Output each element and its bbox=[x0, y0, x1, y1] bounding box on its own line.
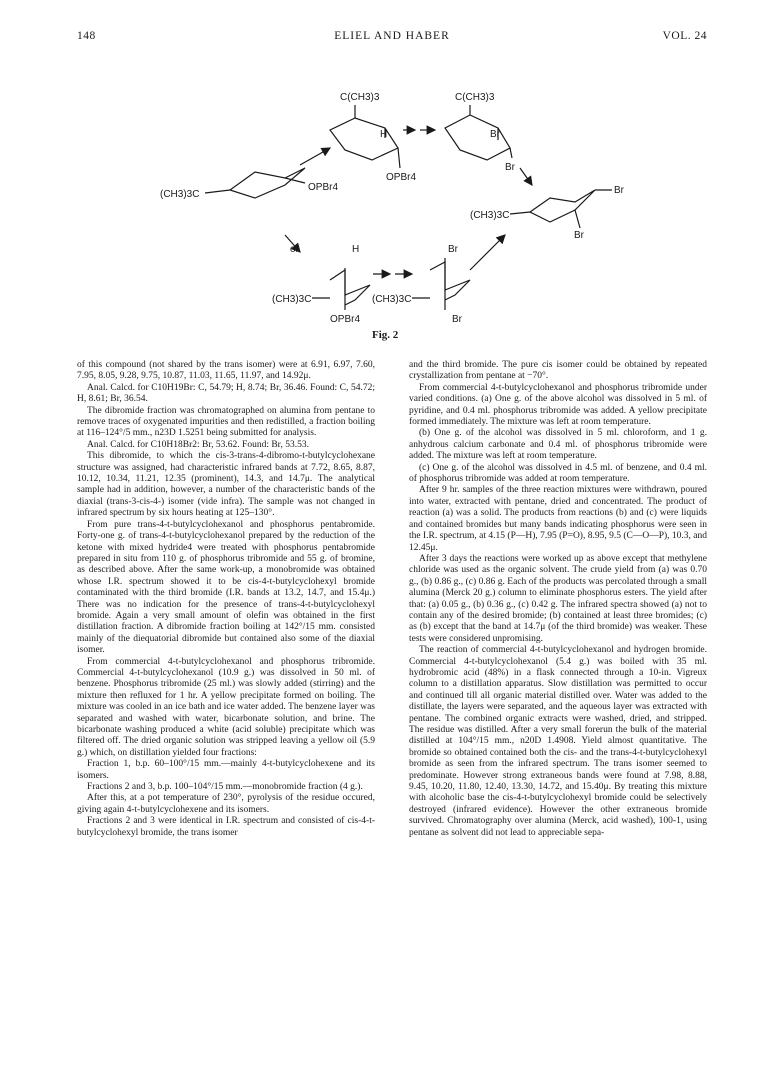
label-tbu-top-right: C(CH3)3 bbox=[455, 92, 495, 103]
paragraph: Anal. Calcd. for C10H19Br: C, 54.79; H, 8.74; Br, 36.46. Found: C, 54.72; H, 8.61; Br, 36.54. bbox=[77, 382, 375, 405]
right-column bbox=[409, 360, 707, 839]
paragraph: The reaction of commercial 4-t-butylcyclohexanol and hydrogen bromide. Commercial 4-t-butylcyclohexanol (5.4 g.) was boiled with 35 ml. hydrobromic acid (48%) in a flask connected through a 10-in. Vigreux column to a distillation apparatus. Slow distillation was permitted to occur and continued till all organic material distilled over. Water was added to the distillate, the layers were separated, and the aqueous layer was extracted with pentane. The combined organic extracts were washed, dried, and stripped. The residue was distilled. After a very small forerun the bulk of the material distilled at 104°/15 mm., n20D 1.4908. Yield almost quantitative. The bromide so obtained contained both the cis- and the trans-4-t-butylcyclohexyl bromide as seen from the infrared spectrum. The trans isomer seemed to predominate. However strong extraneous bands were found at 7.98, 8.88, 9.45, 10.20, 11.80, 12.40, 13.30, 14.72, and 15.40μ. By treating this mixture with alcoholic base the cis-4-t-butylcyclohexyl bromide could be selectively destroyed (infrared evidence). However the other extraneous bromide survived. Chromatography over alumina (Merck, acid washed), 100-1, using pentane as solvent did not lead to appreciable sepa- bbox=[409, 645, 707, 838]
paragraph: of this compound (not shared by the trans isomer) were at 6.91, 6.97, 7.60, 7.95, 8.05, 9.28, 9.75, 10.87, 11.03, 11.65, 11.97, and 14.92μ. bbox=[77, 360, 375, 382]
paragraph: Fractions 2 and 3 were identical in I.R. spectrum and consisted of cis-4-t-butylcyclohexyl bromide, the trans isomer bbox=[77, 816, 375, 838]
label-br-bottom: Br bbox=[452, 314, 462, 325]
reaction-scheme-figure bbox=[0, 0, 769, 350]
label-br-right-ax: Br bbox=[574, 230, 584, 241]
label-tbu-left: (CH3)3C bbox=[160, 189, 200, 200]
ring-bottom-right bbox=[430, 262, 470, 300]
label-tbu-bottom-left: (CH3)3C bbox=[272, 294, 312, 305]
label-opbr4-top: OPBr4 bbox=[386, 172, 417, 183]
label-tbu-right: (CH3)3C bbox=[470, 210, 510, 221]
arrow-bottom-to-right bbox=[470, 235, 505, 270]
label-br-right-eq: Br bbox=[614, 185, 624, 196]
paragraph: After 9 hr. samples of the three reaction mixtures were withdrawn, poured into water, extracted with pentane, dried and concentrated. The product of reaction (a) was a solid. The products from reactions (b) and (c) were liquids and contained bromides but many bands indicating phosphorus were seen in the I.R. spectrum, at 4.15 (P—H), 7.95 (P=O), 8.95, 9.5 (C—O—P), 10.3, and 12.45μ. bbox=[409, 485, 707, 553]
paragraph: From commercial 4-t-butylcyclohexanol and phosphorus tribromide. Commercial 4-t-butylcyclohexanol (10.9 g.) was dissolved in 50 ml. of benzene. Phosphorus tribromide (25 ml.) was slowly added (stirring) and the mixture then refluxed for 1 hr. A yellow precipitate formed on boiling. The mixture was cooled in an ice bath and ice water added. The benzene layer was separated and washed with water, bicarbonate solution, and brine. The bicarbonate washing produced a white (acid soluble) precipitate which was filtered off. The dried organic solution was stripped leaving a yellow oil (5.9 g.) which, on distillation yielded four fractions: bbox=[77, 656, 375, 758]
label-h-top: H bbox=[380, 129, 388, 140]
label-or: or bbox=[290, 244, 299, 255]
label-tbu-top-left: C(CH3)3 bbox=[340, 92, 380, 103]
paragraph: Anal. Calcd. for C10H18Br2: Br, 53.62. Found: Br, 53.53. bbox=[87, 439, 309, 450]
paragraph: From pure trans-4-t-butylcyclohexanol and phosphorus pentabromide. Forty-one g. of trans-4-t-butylcyclohexanol prepared by the reduction of the ketone with mixed hydride4 were treated with phosphorus pentabromide prepared in situ from 110 g. of phosphorus tribromide and 55 g. of bromine, as described above. After the same work-up, a monobromide was obtained whose I.R. spectrum showed it to be cis-4-t-butylcyclohexyl bromide contaminated with the third bromide (I.R. bands at 13.2, 14.7, and 15.4μ.) There was no indication for the presence of trans-4-t-butylcyclohexyl bromide. Again a very small amount of olefin was obtained in the first distillation fraction. A dibromide fraction boiling at 142°/15 mm. consisted mainly of the diequatorial dibromide but contained also some of the diaxial isomer. bbox=[77, 519, 375, 656]
page-number: 148 bbox=[77, 30, 96, 42]
label-opbr4-left: OPBr4 bbox=[308, 182, 339, 193]
left-column bbox=[77, 360, 375, 839]
paragraph: After this, at a pot temperature of 230°, pyrolysis of the residue occured, giving again 4-t-butylcyclohexene and its isomers. bbox=[77, 793, 375, 815]
paragraph: After 3 days the reactions were worked up as above except that methylene chloride was used as the organic solvent. The crude yield from (a) was 0.70 g., (b) 0.86 g., (c) 0.86 g. Each of the products was percolated through a small alumina (Merck 20 g.) column to eliminate phosphorus esters. The yield after that: (a) 0.05 g., (b) 0.36 g., (c) 0.42 g. The infrared spectra showed (a) not to contain any of the desired bromide; (b) contained at least three bromides; (c) as (b) except that the band at 14.7μ (of the third bromide) was weaker. These tests were considered unpromising. bbox=[409, 553, 707, 644]
figure-caption: Fig. 2 bbox=[372, 329, 399, 341]
paragraph: Fraction 1, b.p. 60–100°/15 mm.—mainly 4-t-butylcyclohexene and its isomers. bbox=[77, 759, 375, 781]
chair-ring-top-right bbox=[445, 115, 510, 160]
paragraph: This dibromide, to which the cis-3-trans-4-dibromo-t-butylcyclohexane structure was assigned, had characteristic infrared bands at 7.72, 8.65, 8.87, 10.12, 10.34, 11.21, 12.35 (prominent), 14.3, and 14.7μ. The analytical sample had in addition, however, a number of the characteristic bands of the diaxial (trans-3-cis-4-) isomer (vide infra). The sample was not changed in infrared spectrum by six hours heating at 125–130°. bbox=[77, 451, 375, 519]
arrow-left-to-top bbox=[300, 148, 330, 165]
label-tbu-bottom-mid: (CH3)3C bbox=[372, 294, 412, 305]
arrow-top-to-right bbox=[520, 168, 532, 185]
chair-ring-left bbox=[230, 168, 305, 198]
volume-number: VOL. 24 bbox=[662, 30, 707, 42]
paragraph: From commercial 4-t-butylcyclohexanol and phosphorus tribromide under varied conditions. (a) One g. of the above alcohol was dissolved in 5 ml. of pyridine, and 0.4 ml. phosphorus tribromide was added. A yellow precipitate formed immediately. The mixture was left at room temperature. bbox=[409, 382, 707, 428]
running-title: ELIEL AND HABER bbox=[334, 30, 450, 42]
label-br-top-axial: Br bbox=[505, 162, 515, 173]
label-br-mid: Br bbox=[448, 244, 458, 255]
chair-ring-right bbox=[530, 190, 595, 222]
paragraph: and the third bromide. The pure cis isomer could be obtained by repeated crystallization from pentane at −70°. bbox=[409, 360, 707, 382]
label-opbr4-bottom: OPBr4 bbox=[330, 314, 361, 325]
label-h-mid: H bbox=[352, 244, 360, 255]
label-br-top: Br bbox=[490, 129, 500, 140]
paragraph: The dibromide fraction was chromatographed on alumina from pentane to remove traces of oxygenated impurities and then redistilled, a fraction boiling at 116–124°/5 mm., n23D 1.5251 being submitted for analysis. bbox=[77, 405, 375, 439]
ring-bottom-left bbox=[330, 270, 370, 305]
paragraph: (c) One g. of the alcohol was dissolved in 4.5 ml. of benzene, and 0.4 ml. of phosphorus tribromide was added at room temperature. bbox=[409, 462, 707, 485]
chair-ring-top-left bbox=[330, 118, 398, 160]
paragraph: Fractions 2 and 3, b.p. 100–104°/15 mm.—monobromide fraction (4 g.). bbox=[87, 782, 363, 793]
paragraph: (b) One g. of the alcohol was dissolved in 5 ml. chloroform, and 1 g. anhydrous calcium carbonate and 0.4 ml. of phosphorus tribromide were added. The mixture was left at room temperature. bbox=[409, 428, 707, 462]
